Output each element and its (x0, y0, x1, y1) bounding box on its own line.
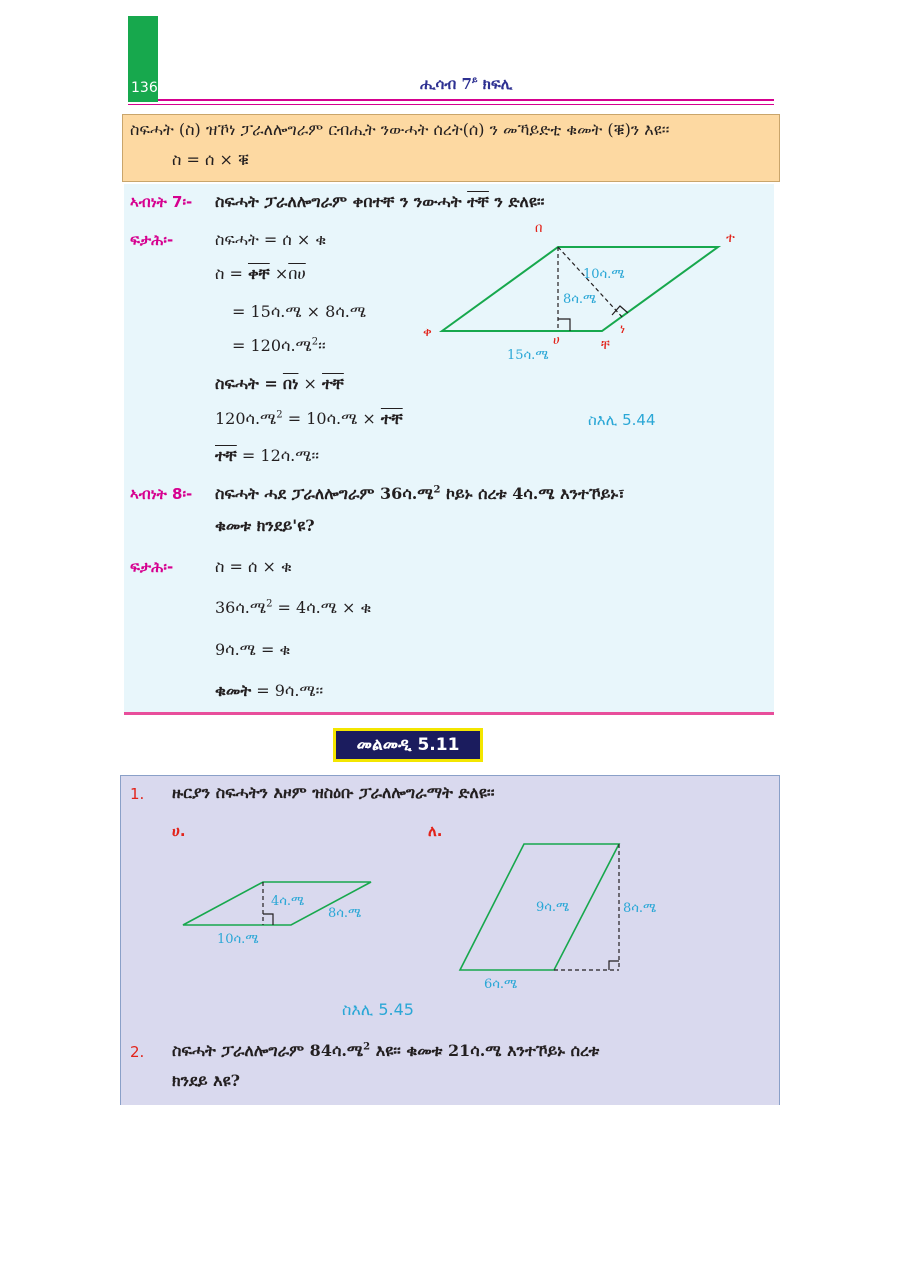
example7-solution-label: ፍታሕ፡- (130, 231, 174, 249)
example8-line3: 9ሳ.ሜ = ቁ (215, 640, 291, 659)
vertex-label: ተ (726, 231, 735, 246)
example7-question: ስፍሓት ፓራለሎግራም ቀበተቸ ን ንውሓት ተቸ ን ድለዩ፡፡ (215, 192, 545, 211)
figure-5-44-caption: ስእሊ 5.44 (588, 411, 656, 429)
side-label-b: 9ሳ.ሜ (536, 900, 570, 915)
formula-description: ስፍሓት (ስ) ዝኾነ ፓራለሎግራም ርብሒት ንውሓት ሰረት(ሰ) ን መኻይድቲ ቁመት (ቑ)ን እዩ፡፡ (130, 120, 670, 139)
vertex-label: በ (535, 221, 543, 236)
vertex-label: ቸ (601, 338, 610, 353)
right-angle-mark-b (609, 961, 619, 970)
example-panel-border (124, 712, 774, 715)
example8-question-line2: ቁመቱ ክንደይ'ዩ? (215, 516, 315, 535)
question-1-text: ዙርያን ስፍሓትን እዞም ዝስዕቡ ፓራለሎግራማት ድለዩ፡፡ (172, 783, 495, 802)
side-label: 8ሳ.ሜ (563, 292, 597, 307)
right-angle-mark-a (263, 914, 273, 925)
height-label-a: 4ሳ.ሜ (271, 894, 305, 909)
height-label-b: 8ሳ.ሜ (623, 901, 657, 916)
header-rule (158, 99, 774, 101)
figure-b (450, 835, 680, 995)
vertex-label: ነ (620, 322, 626, 337)
perpendicular-line (558, 247, 623, 318)
example8-line2: 36ሳ.ሜ$^2$ = 4ሳ.ሜ × ቁ (215, 598, 372, 617)
side-label-a: 8ሳ.ሜ (328, 906, 362, 921)
base-label-b: 6ሳ.ሜ (484, 977, 518, 992)
figure-5-44 (415, 215, 750, 365)
example7-line6: 120ሳ.ሜ$^2$ = 10ሳ.ሜ × ተቸ (215, 409, 403, 428)
header-rule-thin (128, 104, 774, 105)
figure-a (175, 870, 385, 955)
example8-solution-label: ፍታሕ፡- (130, 558, 174, 576)
question-1-number: 1. (130, 785, 145, 803)
page-header-title: ሒሳብ $7^ይ$ ክፍሊ (420, 75, 513, 93)
example7-line2: ስ = ቀቸ ×በሀ (215, 264, 306, 283)
figure-a-label: ሀ. (172, 822, 186, 840)
example7-line7: ተቸ = 12ሳ.ሜ፡፡ (215, 446, 320, 465)
example8-label: ኣብነት 8፡- (130, 485, 193, 503)
question-2-text: ስፍሓት ፓራለሎግራም 84ሳ.ሜ$^2$ እዩ፡፡ ቁመቱ 21ሳ.ሜ እንተኾይኑ ሰረቱ (172, 1041, 600, 1060)
side-label: 10ሳ.ሜ (583, 267, 625, 282)
example7-label: ኣብነት 7፡- (130, 193, 193, 211)
example7-line5: ስፍሓት = በነ × ተቸ (215, 374, 344, 393)
formula-equation: ስ = ሰ × ቑ (172, 150, 249, 169)
question-2-text-line2: ክንደይ እዩ? (172, 1071, 241, 1090)
example7-line1: ስፍሓት = ሰ × ቁ (215, 230, 327, 249)
question-2-number: 2. (130, 1043, 145, 1061)
exercise-badge: መልመዲ 5.11 (333, 728, 483, 762)
example8-line4: ቁመት = 9ሳ.ሜ፡፡ (215, 681, 324, 700)
vertex-label: ቀ (423, 325, 432, 340)
figure-5-45-caption: ስእሊ 5.45 (342, 1000, 414, 1019)
example7-line3: = 15ሳ.ሜ × 8ሳ.ሜ (232, 302, 367, 321)
side-label: 15ሳ.ሜ (507, 348, 549, 363)
example8-line1: ስ = ሰ × ቁ (215, 557, 292, 576)
base-label-a: 10ሳ.ሜ (217, 932, 259, 947)
example7-line4: = 120ሳ.ሜ$^2$፡፡ (232, 336, 326, 355)
page-number: 136 (131, 80, 158, 96)
right-angle-mark (558, 319, 570, 331)
figure-b-label: ለ. (428, 822, 443, 840)
example8-question: ስፍሓት ሓደ ፓራለሎግራም 36ሳ.ሜ$^2$ ኮይኑ ሰረቱ 4ሳ.ሜ እንተኾይኑ፣ (215, 484, 625, 503)
parallelogram (442, 247, 718, 331)
vertex-label: ሀ (553, 333, 560, 348)
